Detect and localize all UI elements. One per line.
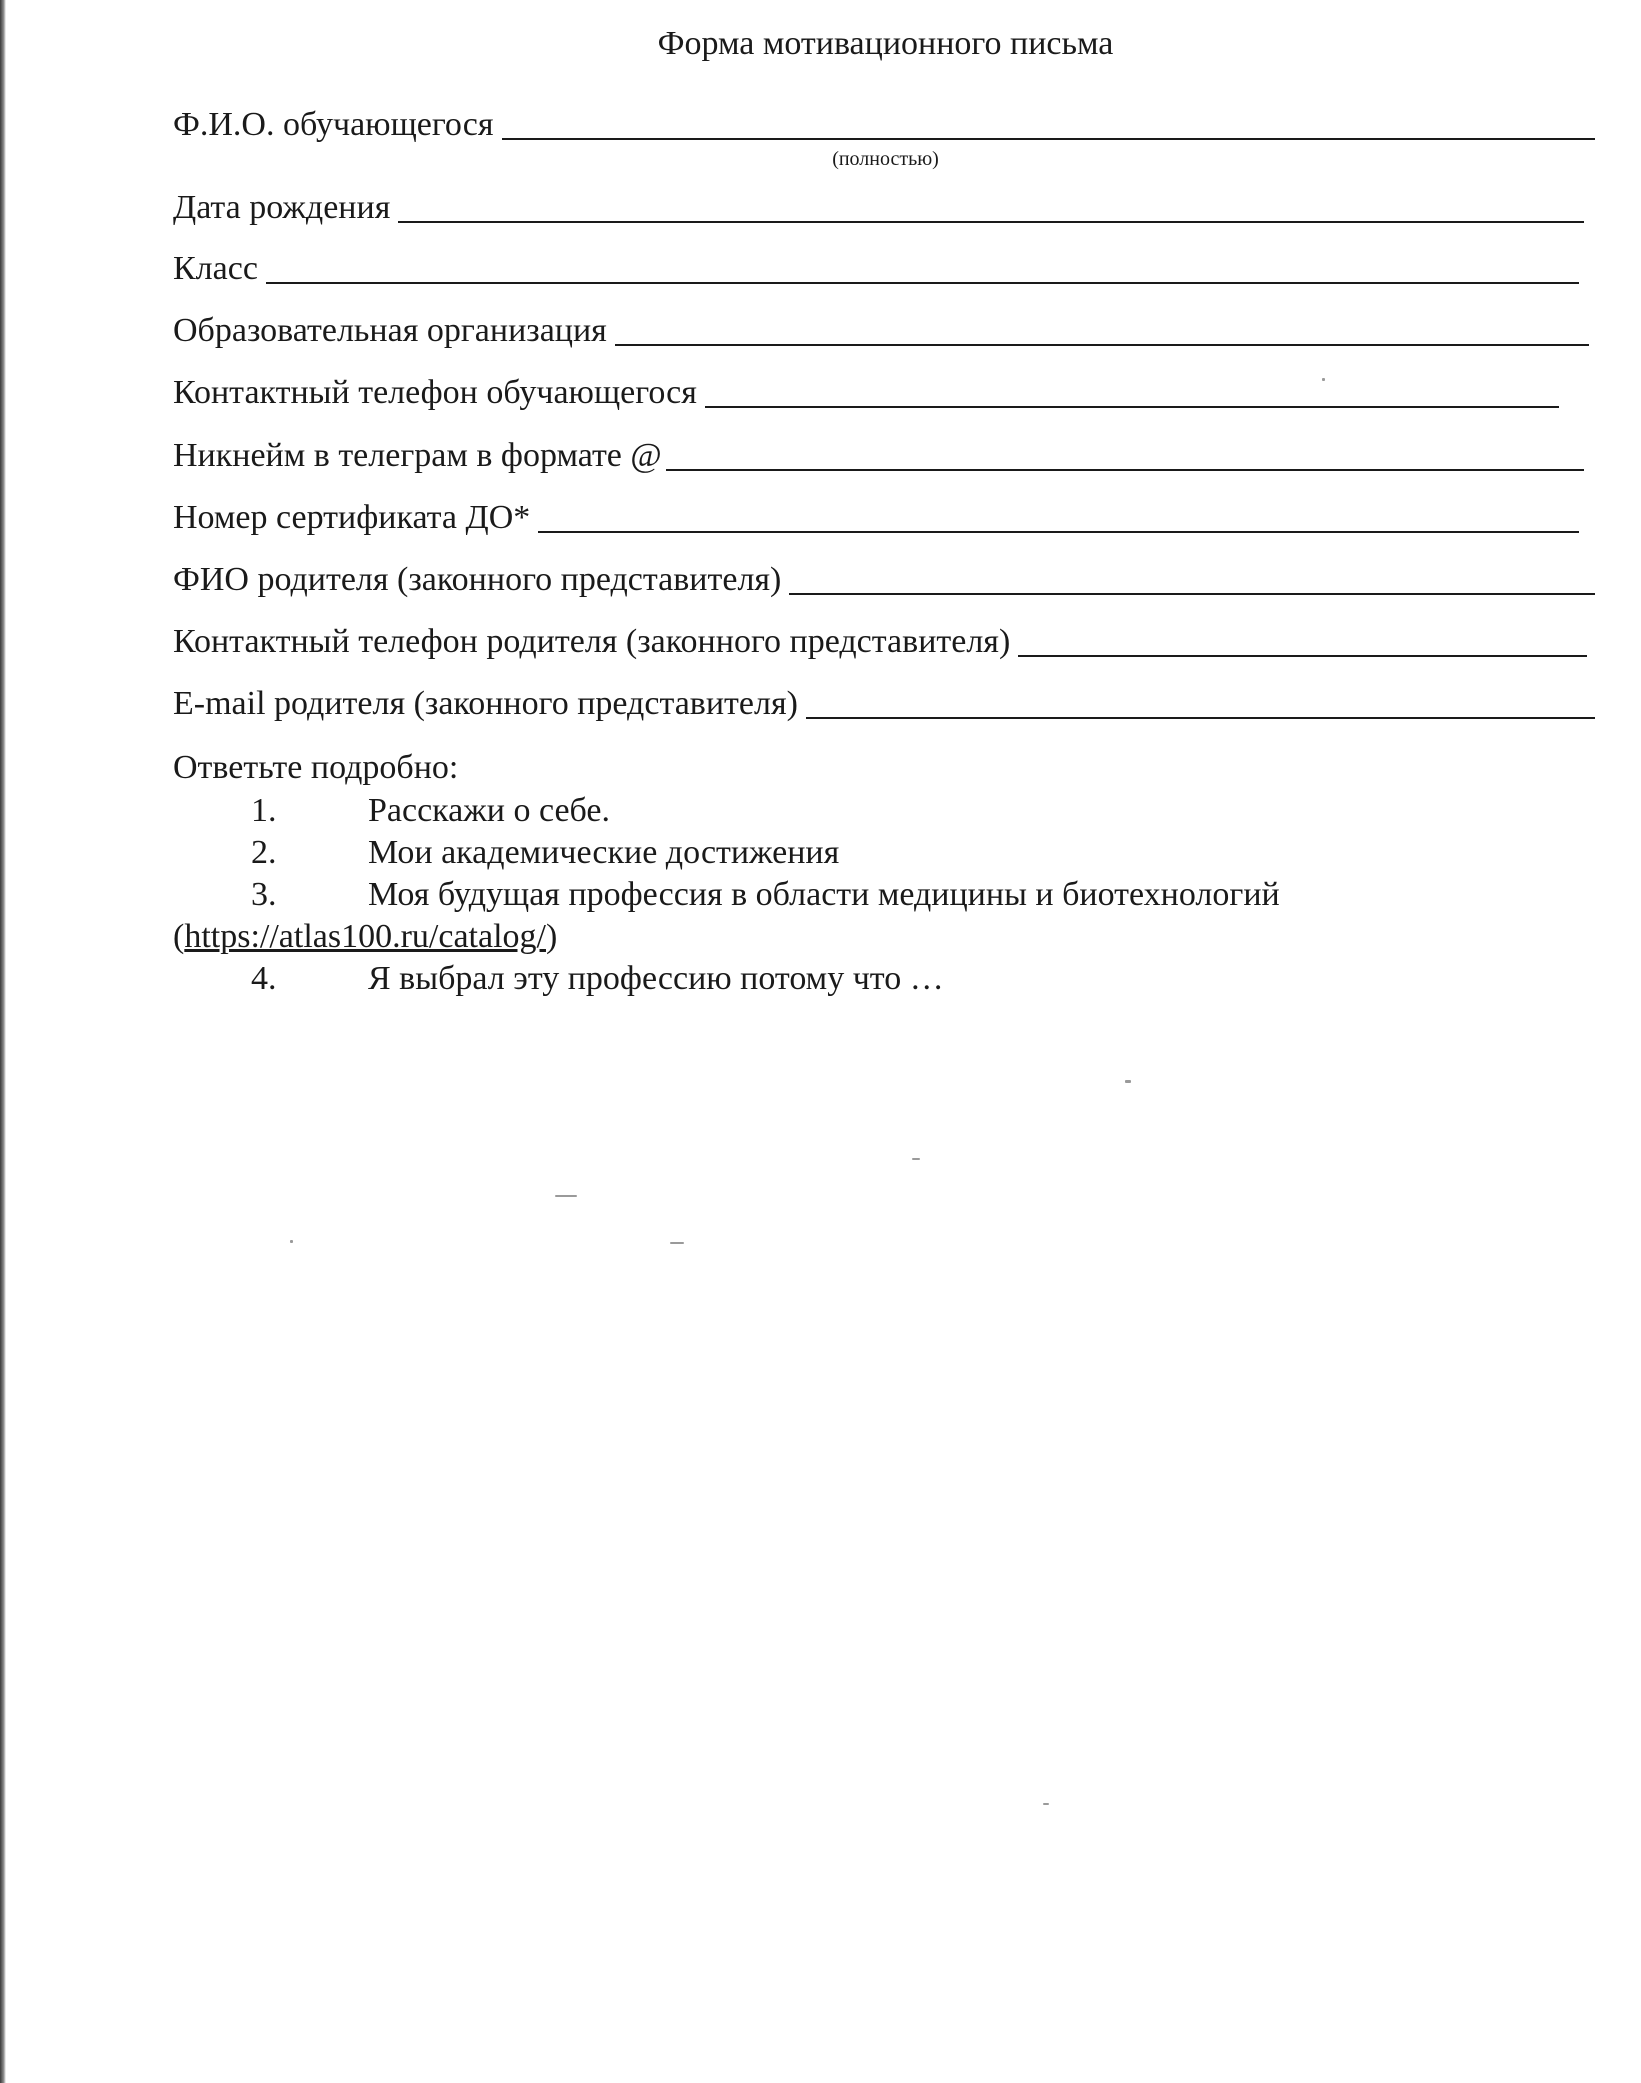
scan-speck [670,1242,684,1244]
field-class [173,241,1579,289]
field-telegram [173,428,1584,476]
question-text: Я выбрал эту профессию потому что … [368,960,944,997]
blank-line[interactable] [266,282,1579,284]
field-label: Образовательная организация [173,312,607,349]
field-label: Ф.И.О. обучающегося [173,106,494,143]
scan-speck [555,1195,577,1197]
field-label: Никнейм в телеграм в формате @ [173,437,662,474]
question-text: Мои академические достижения [368,834,840,871]
scan-speck [1322,378,1325,381]
scan-edge [0,0,6,2083]
question-text: Моя будущая профессия в области медицины и биотехнологий [368,876,1280,913]
blank-line[interactable] [615,344,1589,346]
field-label: E-mail родителя (законного представителя) [173,685,798,722]
question-list [173,790,1573,1000]
link-paren-open: ( [173,918,185,955]
field-parent-email [173,676,1595,724]
scan-speck [290,1240,293,1243]
answer-prompt: Ответьте подробно: [173,749,459,786]
field-label: Контактный телефон обучающегося [173,374,697,411]
field-label: Дата рождения [173,189,391,226]
blank-line[interactable] [538,531,1579,533]
blank-line[interactable] [1018,655,1587,657]
list-item [173,790,1573,832]
field-label: Контактный телефон родителя (законного представителя) [173,623,1011,660]
question-number: 1. [251,792,277,829]
field-student-phone [173,365,1559,413]
scan-speck [912,1158,920,1160]
list-item [173,874,1573,958]
field-birth-date [173,180,1584,228]
blank-line[interactable] [806,717,1595,719]
blank-line[interactable] [398,221,1584,223]
blank-line[interactable] [789,593,1595,595]
blank-line[interactable] [666,469,1584,471]
field-label: Класс [173,250,258,287]
question-text: Расскажи о себе. [368,792,611,829]
link-paren-close: ) [545,918,558,955]
link-wrapper [173,916,557,958]
field-certificate [173,490,1579,538]
field-parent-phone [173,614,1587,662]
list-item [173,832,1573,874]
field-school [173,303,1589,351]
blank-line[interactable] [502,138,1595,140]
field-student-name [173,97,1595,145]
field-parent-name [173,552,1595,600]
page-title: Форма мотивационного письма [657,25,1114,62]
catalog-link[interactable]: https://atlas100.ru/catalog/ [184,918,546,955]
field-label: ФИО родителя (законного представителя) [173,561,782,598]
scan-speck [1125,1080,1131,1083]
field-label: Номер сертификата ДО* [173,499,531,536]
field-hint: (полностью) [832,148,939,170]
question-number: 4. [251,960,277,997]
question-number: 2. [251,834,277,871]
blank-line[interactable] [705,406,1559,408]
question-number: 3. [251,876,277,913]
scan-speck [1043,1803,1049,1805]
list-item [173,958,1573,1000]
